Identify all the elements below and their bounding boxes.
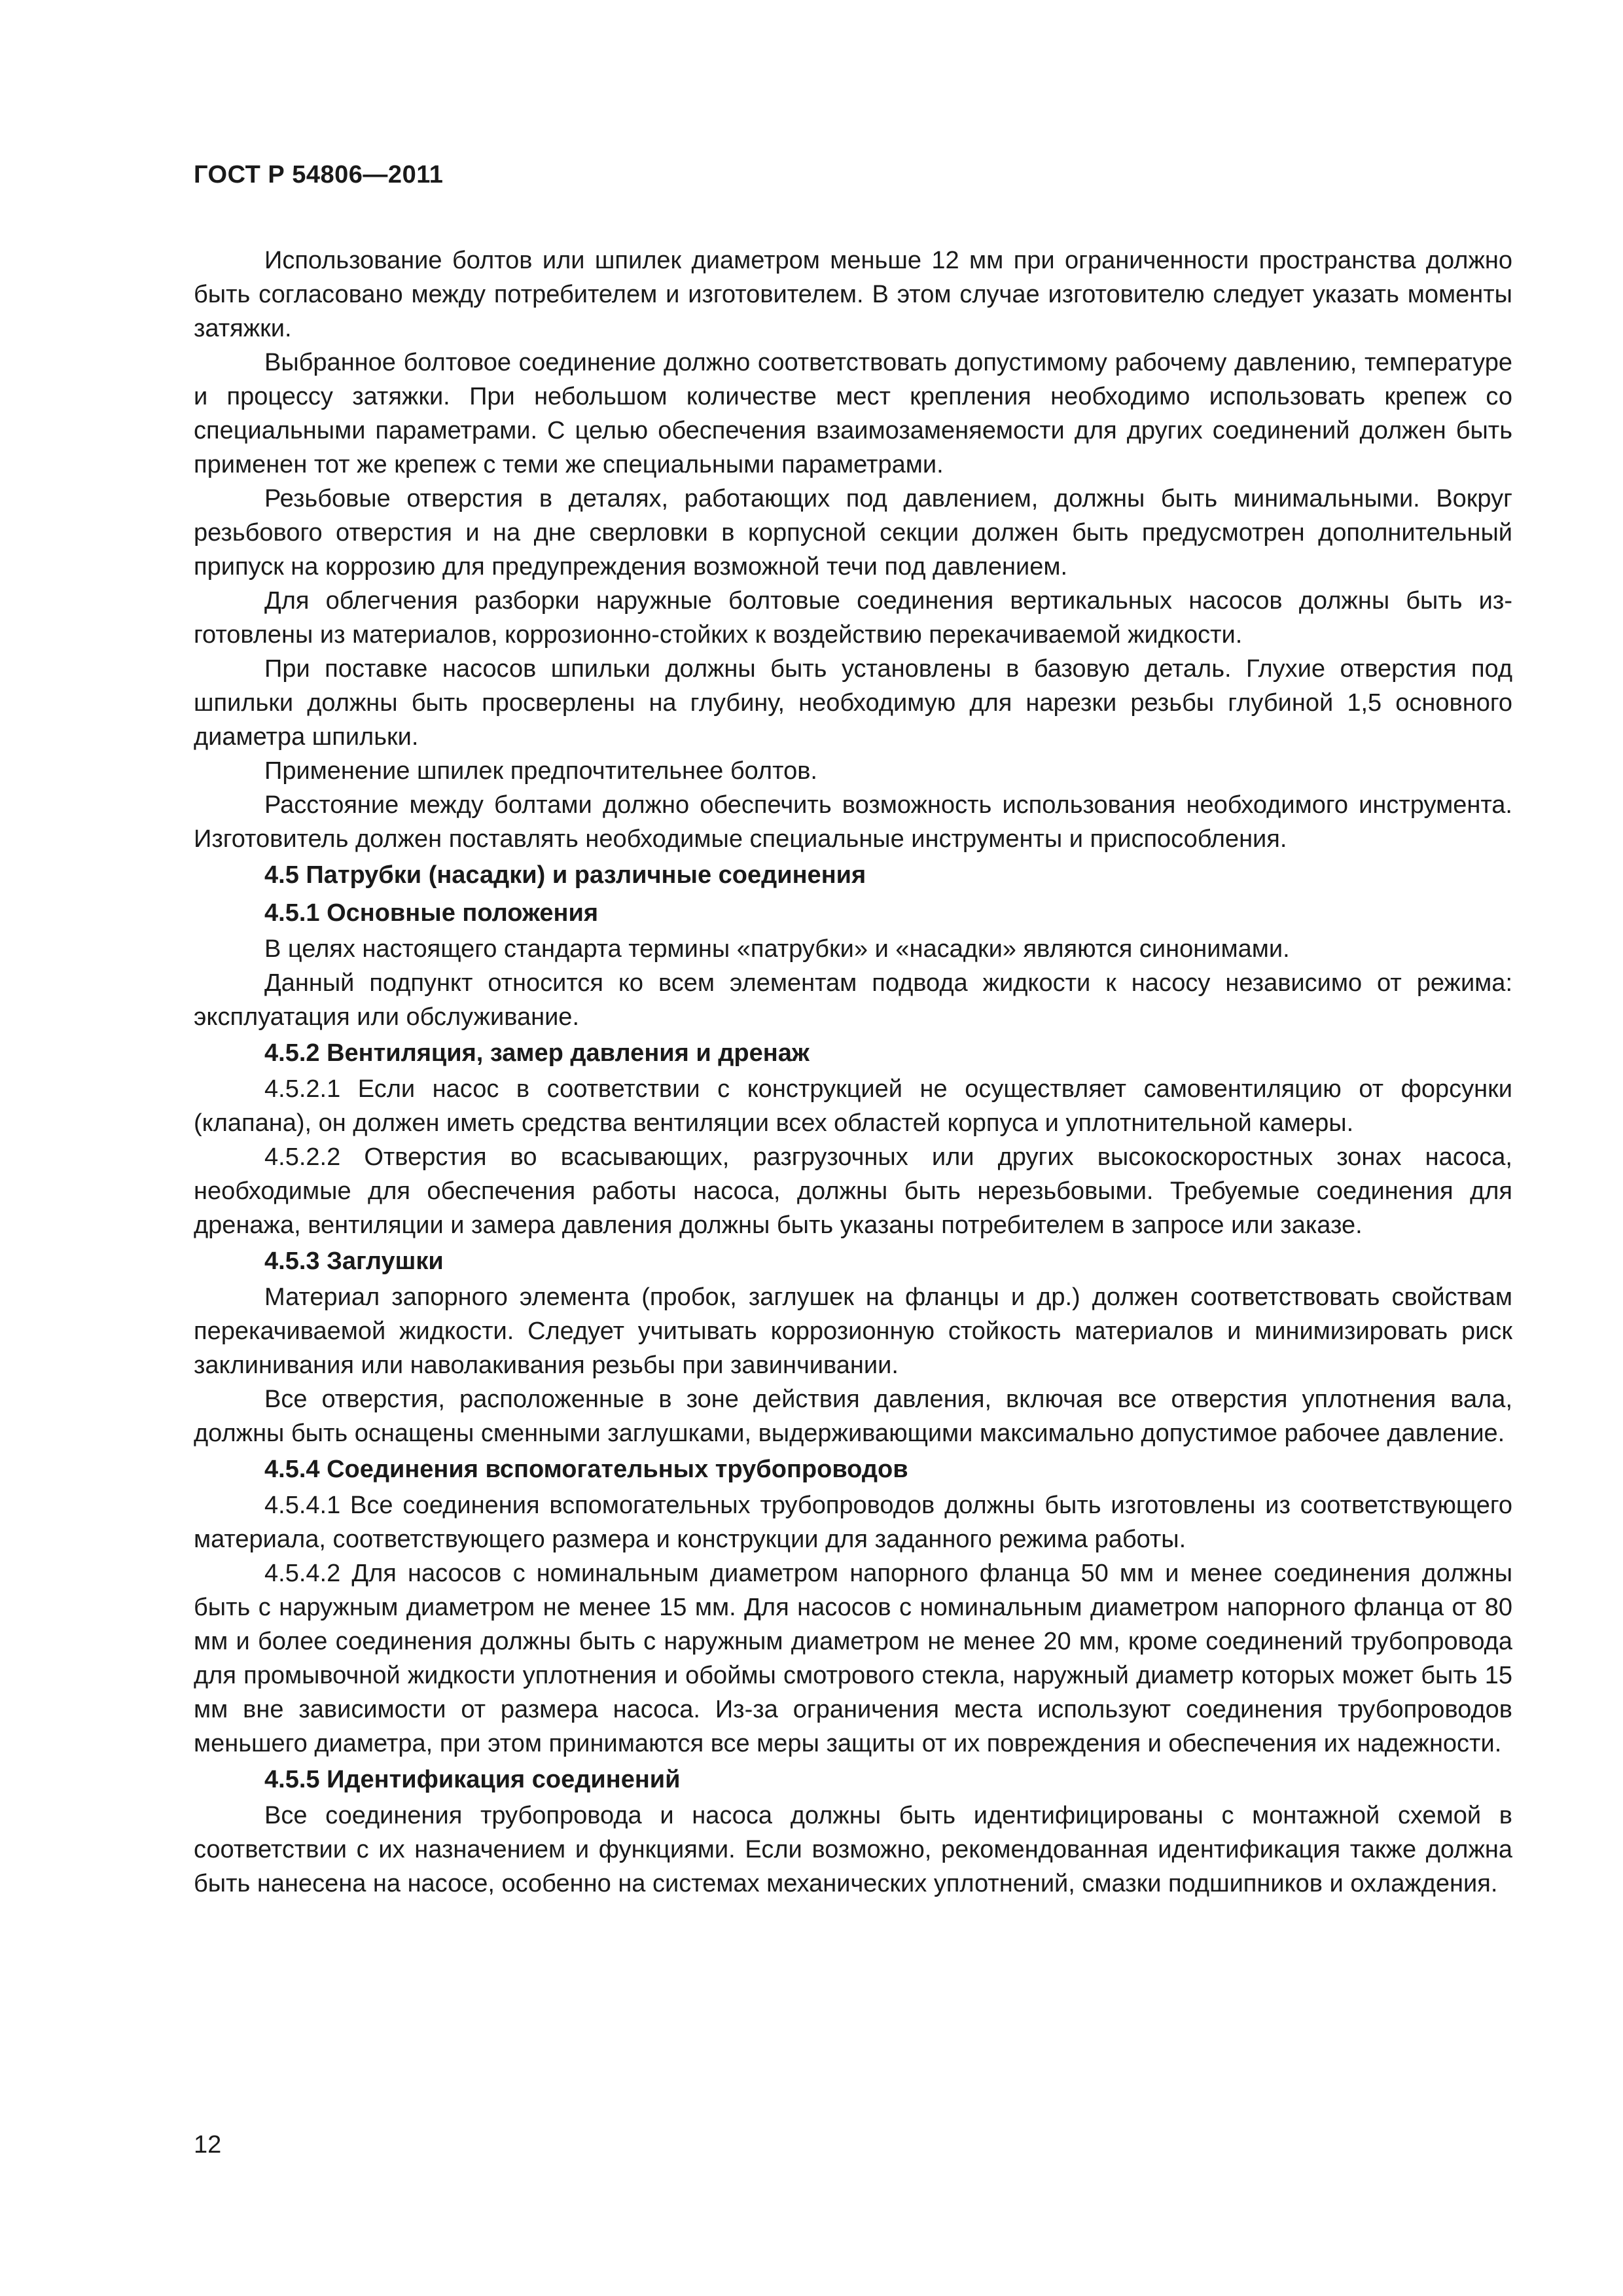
paragraph: Применение шпилек предпочтительнее болтов. [264,757,817,785]
paragraph: 4.5.2.2 Отверстия во всасывающих, разгрузочных или других высокоскоростных зонах насоса, необходимые для обеспечения работы насоса, должны быть нерезьбовыми. Требуемые соединения для дренажа, вентиляции и замера давления должны быть указаны потребителем в запросе или заказе. [194,1143,1512,1239]
paragraph: 4.5.4.1 Все соединения вспомогательных трубопроводов должны быть изготовлены из соответствующего материала, соответствующего размера и конструкции для заданного режима работы. [194,1492,1512,1553]
paragraph: Использование болтов или шпилек диаметром меньше 12 мм при ограниченности пространства должно быть согласовано между потребителем и изготовителем. В этом случае изготовителю следует указать моменты затяжки. [194,247,1512,342]
section-heading-4-5-1: 4.5.1 Основные положения [264,899,599,927]
paragraph: Данный подпункт относится ко всем элементам подвода жидкости к насосу независимо от режима: эксплуатация или обслуживание. [194,969,1512,1031]
paragraph: При поставке насосов шпильки должны быть установлены в базовую деталь. Глухие отверстия под шпильки должны быть просверлены на глубину, необходимую для нарезки резьбы глубиной 1,5 основного диаметра шпильки. [194,655,1512,751]
paragraph: 4.5.4.2 Для насосов с номинальным диаметром напорного фланца 50 мм и менее соединения должны быть с наружным диаметром не менее 15 мм. Для насосов с номинальным диаметром напорного фланца от 80 мм и более соединения должны быть с наружным диаметром не менее 20 мм, кроме соединений трубопровода для промывочной жидкости уплотнения и обоймы смотрового стекла, наружный диаметр которых может быть 15 мм вне зависимости от размера насоса. Из-за ограничения места используют соединения трубопроводов меньшего диаметра, при этом принимаются все меры защиты от их повреждения и обеспечения их надежности. [194,1560,1512,1757]
paragraph: Выбранное болтовое соединение должно соответствовать допустимому рабочему давлению, температуре и процессу затяжки. При небольшом количестве мест крепления необходимо использовать крепеж со специальными параметрами. С целью обеспечения взаимозаменяемости для других соединений должен быть применен тот же крепеж с теми же специальными параметрами. [194,349,1512,478]
section-heading-4-5-4: 4.5.4 Соединения вспомогательных трубопроводов [264,1456,908,1483]
section-heading-4-5-2: 4.5.2 Вентиляция, замер давления и дренаж [264,1039,810,1067]
section-heading-4-5-5: 4.5.5 Идентификация соединений [264,1766,681,1793]
document-body [194,243,1512,1901]
paragraph: Для облегчения разборки наружные болтовые соединения вертикальных насосов должны быть изготовлены из материалов, коррозионно-стойких к воздействию перекачиваемой жидкости. [194,587,1512,649]
section-heading-4-5-3: 4.5.3 Заглушки [264,1247,444,1275]
paragraph: В целях настоящего стандарта термины «патрубки» и «насадки» являются синонимами. [264,935,1290,963]
section-heading-4-5: 4.5 Патрубки (насадки) и различные соединения [264,861,866,889]
paragraph: Резьбовые отверстия в деталях, работающих под давлением, должны быть минимальными. Вокруг резьбового отверстия и на дне сверловки в корпусной секции должен быть предусмотрен дополнительный припуск на коррозию для предупреждения возможной течи под давлением. [194,485,1512,581]
page-number: 12 [194,2131,222,2159]
document-header: ГОСТ Р 54806—2011 [194,161,444,188]
paragraph: Расстояние между болтами должно обеспечить возможность использования необходимого инструмента. Изготовитель должен поставлять необходимые специальные инструменты и приспособления. [194,791,1512,853]
paragraph: Все соединения трубопровода и насоса должны быть идентифицированы с монтажной схемой в соответствии с их назначением и функциями. Если возможно, рекомендованная идентификация также должна быть нанесена на насосе, особенно на системах механических уплотнений, смазки подшипников и охлаждения. [194,1802,1512,1897]
paragraph: Материал запорного элемента (пробок, заглушек на фланцы и др.) должен соответствовать свойствам перекачиваемой жидкости. Следует учитывать коррозионную стойкость материалов и минимизировать риск заклинивания или наволакивания резьбы при завинчивании. [194,1283,1512,1379]
paragraph: 4.5.2.1 Если насос в соответствии с конструкцией не осуществляет самовентиляцию от форсунки (клапана), он должен иметь средства вентиляции всех областей корпуса и уплотнительной камеры. [194,1075,1512,1137]
paragraph: Все отверстия, расположенные в зоне действия давления, включая все отверстия уплотнения вала, должны быть оснащены сменными заглушками, выдерживающими максимально допустимое рабочее давление. [194,1386,1512,1447]
